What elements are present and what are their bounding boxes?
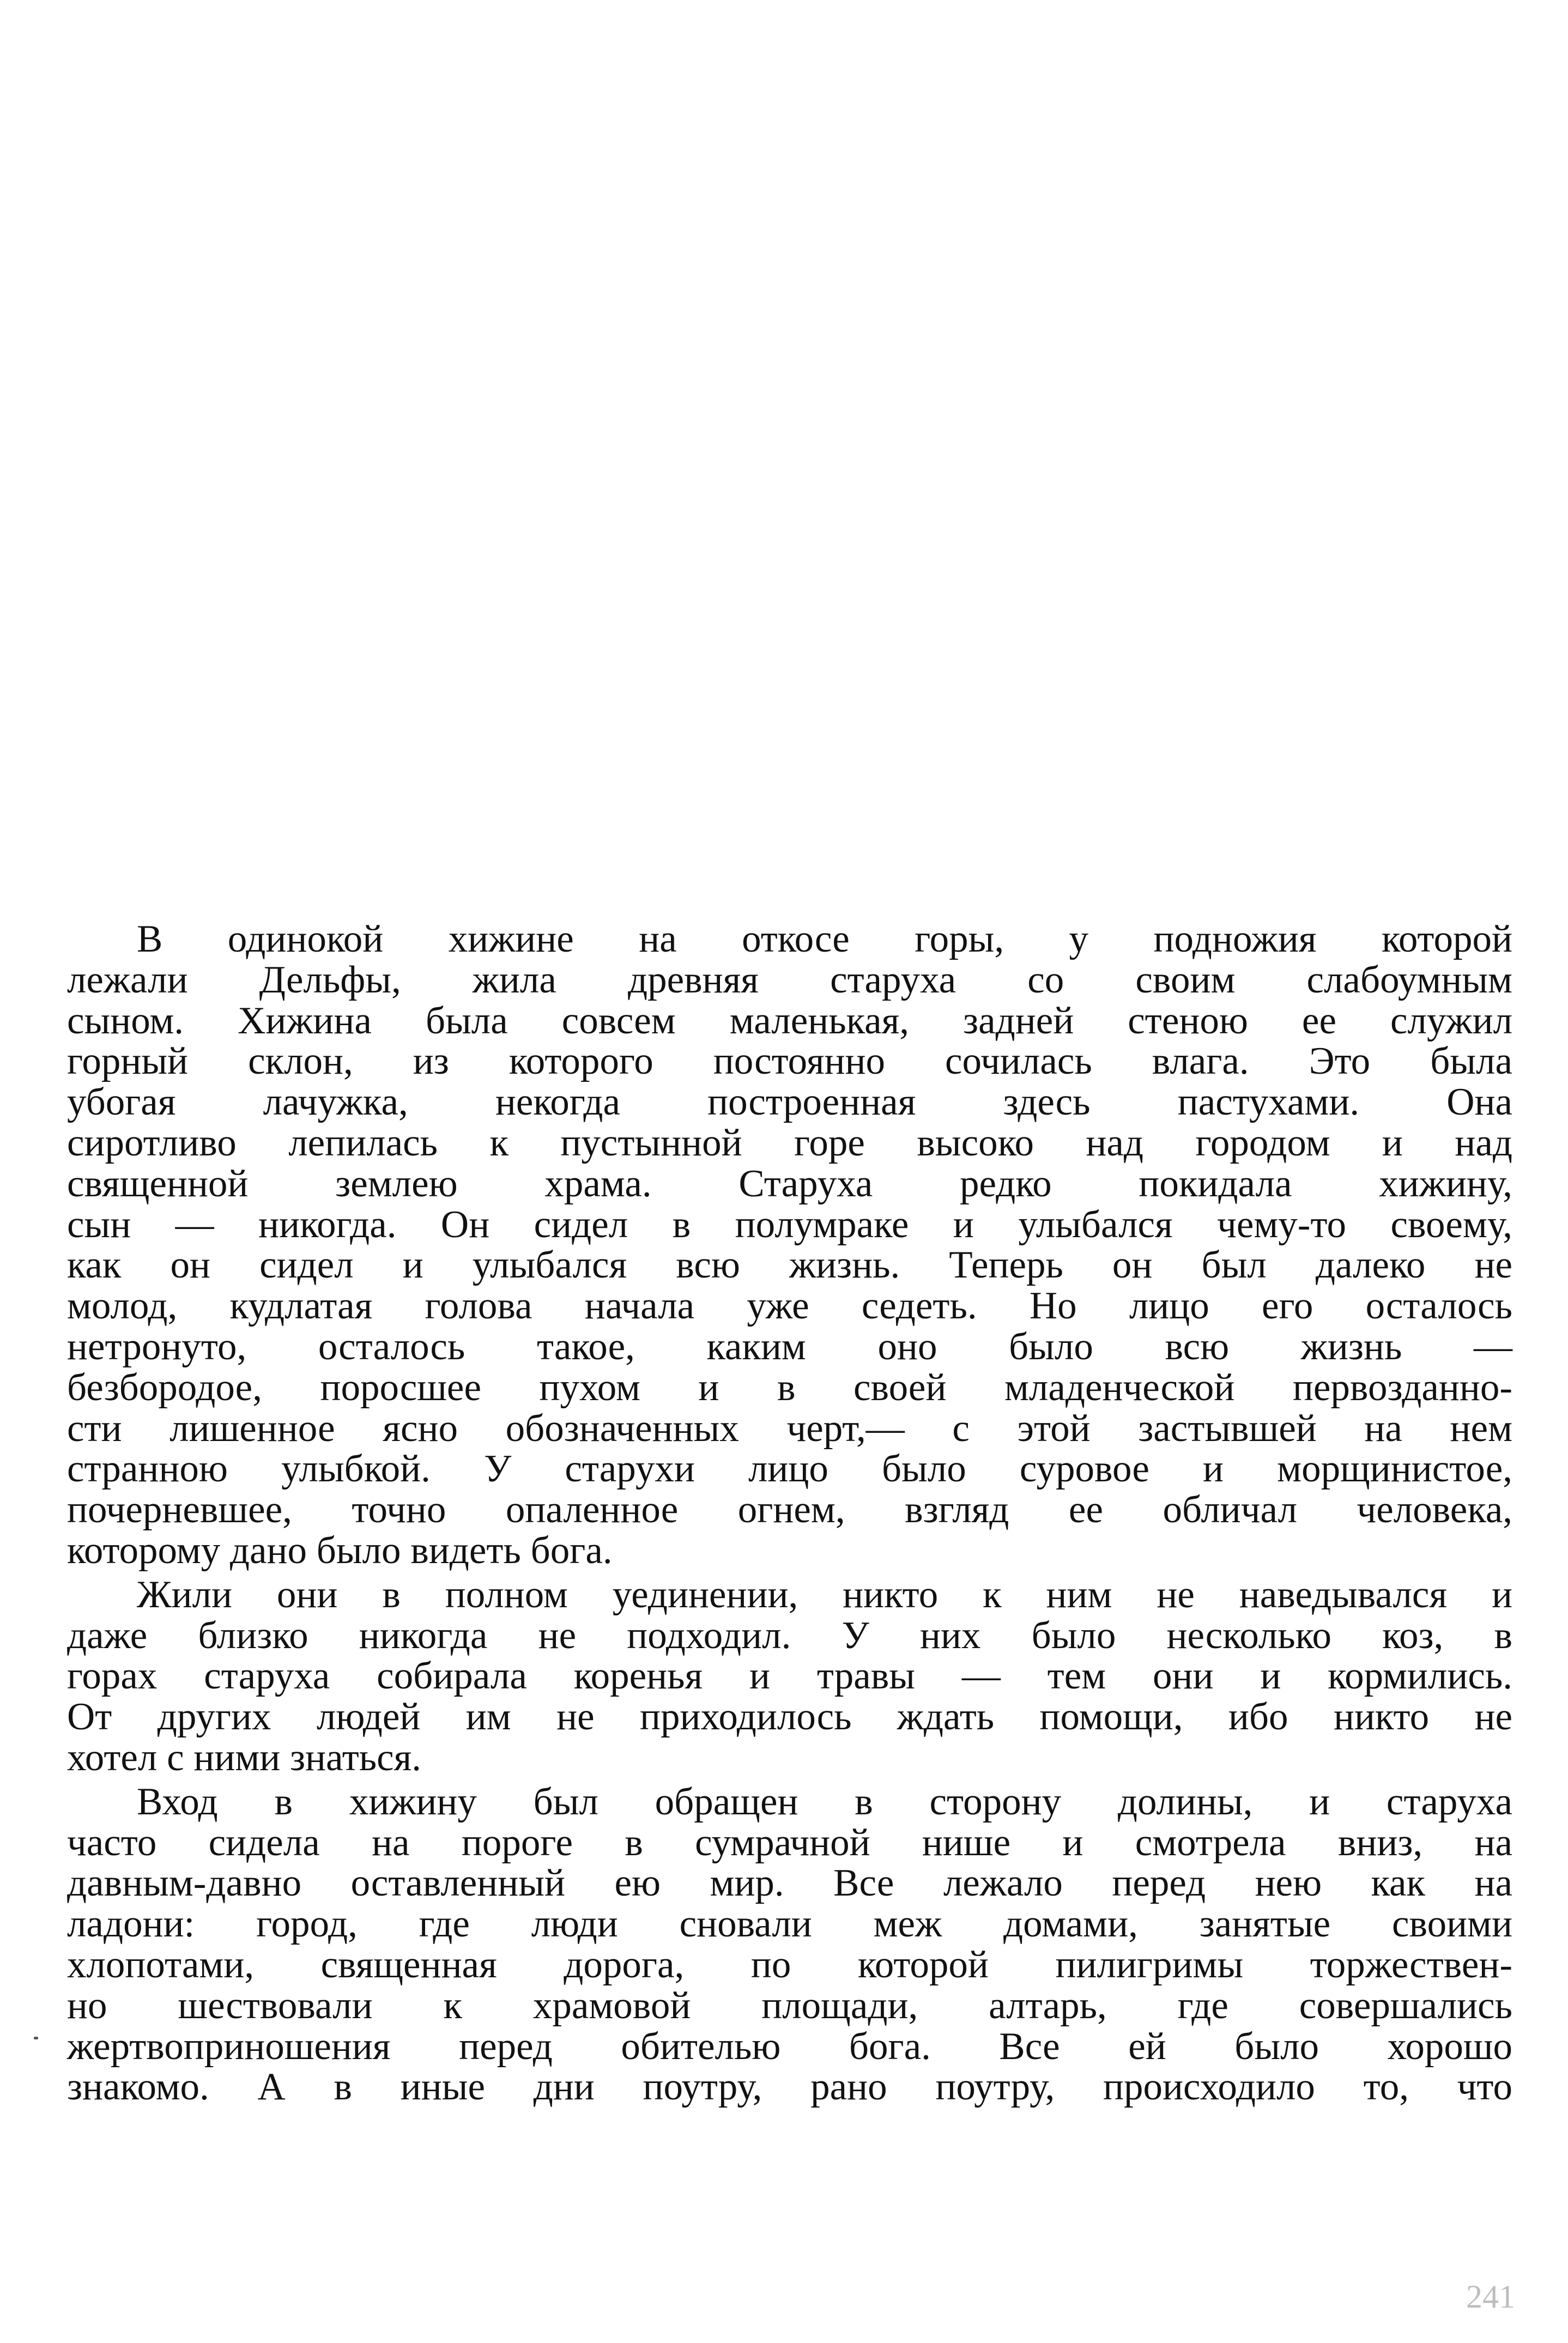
- text-line: которому дано было видеть бога.: [67, 1529, 613, 1572]
- text-line: хлопотами, священная дорога, по которой пилигримы торжествен-: [67, 1943, 1512, 1986]
- text-line: сиротливо лепилась к пустынной горе высоко над городом и над: [67, 1121, 1512, 1164]
- text-line: часто сидела на пороге в сумрачной нише и смотрела вниз, на: [67, 1821, 1512, 1864]
- text-line: нетронуто, осталось такое, каким оно было всю жизнь —: [67, 1325, 1512, 1368]
- text-line: сын — никогда. Он сидел в полумраке и улыбался чему-то своему,: [67, 1203, 1512, 1246]
- text-line: молод, кудлатая голова начала уже седеть. Но лицо его осталось: [67, 1285, 1512, 1328]
- text-line: горах старуха собирала коренья и травы — тем они и кормились.: [67, 1655, 1512, 1698]
- text-line: как он сидел и улыбался всю жизнь. Теперь он был далеко не: [67, 1244, 1512, 1287]
- text-line: Вход в хижину был обращен в сторону долины, и старуха: [137, 1780, 1512, 1823]
- text-line: давным-давно оставленный ею мир. Все лежало перед нею как на: [67, 1862, 1512, 1905]
- body-text: [67, 919, 1512, 2108]
- text-line: безбородое, поросшее пухом и в своей младенческой первозданно-: [67, 1366, 1512, 1409]
- text-line: ладони: город, где люди сновали меж домами, занятые своими: [67, 1903, 1512, 1946]
- text-line: От других людей им не приходилось ждать помощи, ибо никто не: [67, 1696, 1512, 1739]
- text-line: жертвоприношения перед обителью бога. Все ей было хорошо: [67, 2025, 1512, 2068]
- text-line: священной землею храма. Старуха редко покидала хижину,: [67, 1162, 1512, 1205]
- text-line: убогая лачужка, некогда построенная здесь пастухами. Она: [67, 1081, 1512, 1124]
- text-line: хотел с ними знаться.: [67, 1736, 422, 1779]
- text-line: почерневшее, точно опаленное огнем, взгляд ее обличал человека,: [67, 1488, 1512, 1531]
- text-line: лежали Дельфы, жила древняя старуха со своим слабоумным: [67, 958, 1512, 1001]
- text-line: сти лишенное ясно обозначенных черт,— с этой застывшей на нем: [67, 1407, 1512, 1450]
- text-line: странною улыбкой. У старухи лицо было суровое и морщинистое,: [67, 1448, 1512, 1491]
- text-line: но шествовали к храмовой площади, алтарь, где совершались: [67, 1984, 1512, 2027]
- page-number: 241: [1466, 2279, 1515, 2315]
- text-line: сыном. Хижина была совсем маленькая, задней стеною ее служил: [67, 999, 1512, 1042]
- text-line: знакомо. А в иные дни поутру, рано поутру, происходило то, что: [67, 2066, 1512, 2109]
- text-line: даже близко никогда не подходил. У них было несколько коз, в: [67, 1614, 1512, 1657]
- margin-speck: [34, 2037, 38, 2039]
- text-line: горный склон, из которого постоянно сочилась влага. Это была: [67, 1040, 1512, 1083]
- text-line: Жили они в полном уединении, никто к ним не наведывался и: [137, 1573, 1512, 1616]
- text-line: В одинокой хижине на откосе горы, у подножия которой: [137, 918, 1512, 960]
